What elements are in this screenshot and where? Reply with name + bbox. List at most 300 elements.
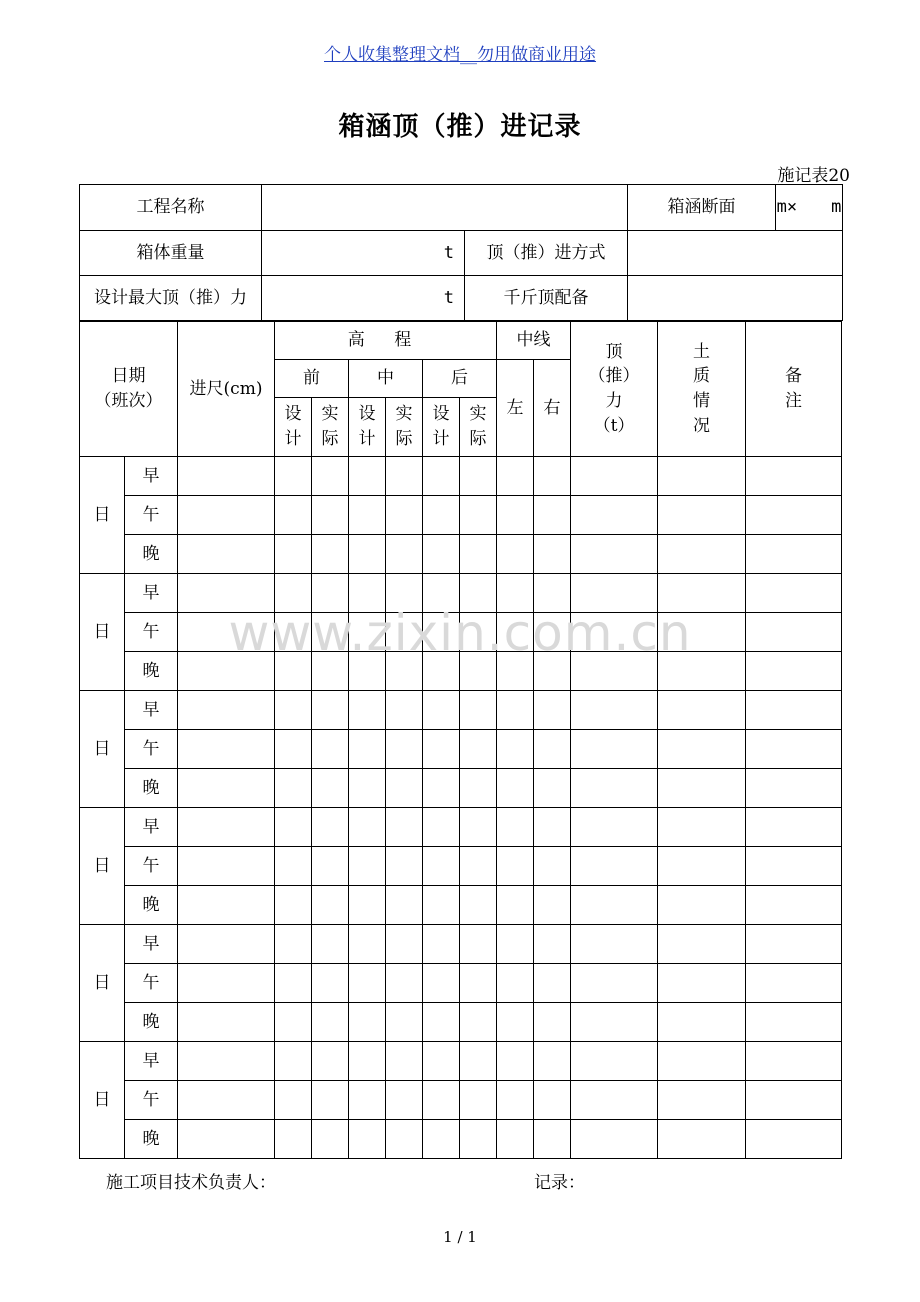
entry-cell[interactable] <box>312 652 349 691</box>
entry-cell[interactable] <box>312 1003 349 1042</box>
entry-cell[interactable] <box>178 496 275 535</box>
elevation-header: 高 程 <box>275 322 497 360</box>
entry-cell[interactable] <box>534 613 571 652</box>
entry-cell[interactable] <box>497 808 534 847</box>
entry-cell[interactable] <box>746 730 842 769</box>
entry-cell[interactable] <box>275 964 312 1003</box>
entry-cell[interactable] <box>658 925 746 964</box>
entry-cell[interactable] <box>658 613 746 652</box>
shift-cell: 午 <box>125 847 178 886</box>
entry-cell[interactable] <box>349 691 386 730</box>
entry-cell[interactable] <box>571 730 658 769</box>
entry-cell[interactable] <box>178 925 275 964</box>
entry-cell[interactable] <box>460 535 497 574</box>
entry-cell[interactable] <box>386 925 423 964</box>
entry-cell[interactable] <box>460 1003 497 1042</box>
document-title: 箱涵顶（推）进记录 <box>338 112 582 142</box>
shift-cell: 早 <box>125 808 178 847</box>
shift-cell: 午 <box>125 496 178 535</box>
entry-cell[interactable] <box>386 613 423 652</box>
shift-cell: 早 <box>125 925 178 964</box>
entry-cell[interactable] <box>534 496 571 535</box>
entry-cell[interactable] <box>460 691 497 730</box>
entry-cell[interactable] <box>423 613 460 652</box>
section-label: 箱涵断面 <box>628 185 776 230</box>
entry-cell[interactable] <box>178 574 275 613</box>
entry-cell[interactable] <box>178 613 275 652</box>
table-row <box>80 808 842 847</box>
entry-cell[interactable] <box>178 652 275 691</box>
entry-cell[interactable] <box>386 1120 423 1159</box>
remarks-header-label: 备注 <box>785 366 802 411</box>
soil-header-label: 土质情况 <box>693 341 710 436</box>
middle-header: 中 <box>349 360 423 398</box>
entry-cell[interactable] <box>746 535 842 574</box>
weight-field[interactable]: t <box>262 231 465 276</box>
entry-cell[interactable] <box>460 1042 497 1081</box>
entry-cell[interactable] <box>275 1120 312 1159</box>
date-header <box>80 322 178 457</box>
entry-cell[interactable] <box>658 1120 746 1159</box>
entry-cell[interactable] <box>423 691 460 730</box>
entry-cell[interactable] <box>386 1003 423 1042</box>
force-header-line-1: 顶 <box>605 341 623 362</box>
entry-cell[interactable] <box>571 1003 658 1042</box>
day-cell: 日 <box>80 808 125 925</box>
entry-cell[interactable] <box>275 691 312 730</box>
entry-cell[interactable] <box>386 769 423 808</box>
table-row <box>80 1042 842 1081</box>
entry-cell[interactable] <box>460 574 497 613</box>
shift-cell: 午 <box>125 730 178 769</box>
entry-cell[interactable] <box>312 535 349 574</box>
entry-cell[interactable] <box>423 808 460 847</box>
entry-cell[interactable] <box>497 925 534 964</box>
entry-cell[interactable] <box>746 964 842 1003</box>
entry-cell[interactable] <box>746 1081 842 1120</box>
entry-cell[interactable] <box>497 613 534 652</box>
entry-cell[interactable] <box>349 496 386 535</box>
table-row <box>80 535 842 574</box>
entry-cell[interactable] <box>658 1003 746 1042</box>
entry-cell[interactable] <box>658 847 746 886</box>
shift-cell: 晚 <box>125 1003 178 1042</box>
entry-cell[interactable] <box>571 613 658 652</box>
entry-cell[interactable] <box>746 613 842 652</box>
entry-cell[interactable] <box>534 847 571 886</box>
entry-cell[interactable] <box>571 886 658 925</box>
weight-label: 箱体重量 <box>80 231 262 276</box>
entry-cell[interactable] <box>423 457 460 496</box>
entry-cell[interactable] <box>497 535 534 574</box>
entry-cell[interactable] <box>571 574 658 613</box>
advance-header: 进尺(cm) <box>178 322 275 457</box>
shift-cell: 晚 <box>125 886 178 925</box>
middle-design-label: 设计 <box>358 404 376 449</box>
entry-cell[interactable] <box>746 457 842 496</box>
entry-cell[interactable] <box>460 496 497 535</box>
shift-cell: 早 <box>125 457 178 496</box>
entry-cell[interactable] <box>312 925 349 964</box>
entry-cell[interactable] <box>386 886 423 925</box>
entry-cell[interactable] <box>746 886 842 925</box>
entry-cell[interactable] <box>497 1042 534 1081</box>
entry-cell[interactable] <box>349 1042 386 1081</box>
entry-cell[interactable] <box>312 613 349 652</box>
entry-cell[interactable] <box>312 886 349 925</box>
entry-cell[interactable] <box>746 496 842 535</box>
table-row <box>80 574 842 613</box>
entry-cell[interactable] <box>275 652 312 691</box>
entry-cell[interactable] <box>386 847 423 886</box>
entry-cell[interactable] <box>497 1081 534 1120</box>
entry-cell[interactable] <box>658 574 746 613</box>
entry-cell[interactable] <box>386 730 423 769</box>
entry-cell[interactable] <box>497 964 534 1003</box>
entry-cell[interactable] <box>497 652 534 691</box>
shift-cell: 晚 <box>125 535 178 574</box>
entry-cell[interactable] <box>312 691 349 730</box>
entry-cell[interactable] <box>497 574 534 613</box>
entry-cell[interactable] <box>460 613 497 652</box>
force-header-line-3: 力 <box>605 391 623 411</box>
entry-cell[interactable] <box>275 496 312 535</box>
entry-cell[interactable] <box>534 730 571 769</box>
table-row <box>80 925 842 964</box>
shift-cell: 午 <box>125 613 178 652</box>
entry-cell[interactable] <box>658 1081 746 1120</box>
entry-cell[interactable] <box>386 457 423 496</box>
entry-cell[interactable] <box>423 496 460 535</box>
right-header: 右 <box>534 360 571 457</box>
entry-cell[interactable] <box>534 925 571 964</box>
entry-cell[interactable] <box>386 1042 423 1081</box>
entry-cell[interactable] <box>746 1120 842 1159</box>
entry-cell[interactable] <box>534 691 571 730</box>
day-cell: 日 <box>80 1042 125 1159</box>
entry-cell[interactable] <box>460 769 497 808</box>
entry-cell[interactable] <box>460 457 497 496</box>
entry-cell[interactable] <box>746 925 842 964</box>
entry-cell[interactable] <box>178 1081 275 1120</box>
front-actual-header <box>312 398 349 457</box>
shift-cell: 早 <box>125 574 178 613</box>
entry-cell[interactable] <box>423 535 460 574</box>
entry-cell[interactable] <box>658 964 746 1003</box>
entry-cell[interactable] <box>746 808 842 847</box>
entry-cell[interactable] <box>460 1120 497 1159</box>
max-force-label: 设计最大顶（推）力 <box>80 276 262 321</box>
entry-cell[interactable] <box>746 769 842 808</box>
entry-cell[interactable] <box>534 886 571 925</box>
entry-cell[interactable] <box>178 457 275 496</box>
entry-cell[interactable] <box>460 652 497 691</box>
rear-design-header <box>423 398 460 457</box>
centerline-header: 中线 <box>497 322 571 360</box>
entry-cell[interactable] <box>178 1120 275 1159</box>
entry-cell[interactable] <box>460 886 497 925</box>
entry-cell[interactable] <box>534 535 571 574</box>
rear-header: 后 <box>423 360 497 398</box>
rear-actual-header <box>460 398 497 457</box>
jack-field[interactable] <box>628 276 843 321</box>
entry-cell[interactable] <box>178 964 275 1003</box>
entry-cell[interactable] <box>534 574 571 613</box>
entry-cell[interactable] <box>423 964 460 1003</box>
info-row-3 <box>80 276 843 321</box>
entry-cell[interactable] <box>571 769 658 808</box>
entry-cell[interactable] <box>460 730 497 769</box>
entry-cell[interactable] <box>423 1042 460 1081</box>
entry-cell[interactable] <box>349 769 386 808</box>
entry-cell[interactable] <box>571 1042 658 1081</box>
entry-cell[interactable] <box>658 808 746 847</box>
entry-cell[interactable] <box>178 1003 275 1042</box>
entry-cell[interactable] <box>658 691 746 730</box>
entry-cell[interactable] <box>746 1042 842 1081</box>
entry-cell[interactable] <box>275 808 312 847</box>
table-row <box>80 652 842 691</box>
section-value-field[interactable]: m× m <box>776 197 842 218</box>
day-cell: 日 <box>80 925 125 1042</box>
entry-cell[interactable] <box>746 652 842 691</box>
table-row <box>80 730 842 769</box>
entry-cell[interactable] <box>349 457 386 496</box>
entry-cell[interactable] <box>275 1003 312 1042</box>
entry-cell[interactable] <box>460 1081 497 1120</box>
entry-cell[interactable] <box>423 652 460 691</box>
table-row <box>80 964 842 1003</box>
entry-cell[interactable] <box>178 691 275 730</box>
entry-cell[interactable] <box>275 613 312 652</box>
entry-cell[interactable] <box>275 574 312 613</box>
entry-cell[interactable] <box>534 1081 571 1120</box>
entry-cell[interactable] <box>423 1081 460 1120</box>
table-row <box>80 1003 842 1042</box>
project-name-field[interactable] <box>262 185 628 231</box>
entry-cell[interactable] <box>423 730 460 769</box>
remarks-header <box>746 322 842 457</box>
entry-cell[interactable] <box>497 769 534 808</box>
entry-cell[interactable] <box>178 886 275 925</box>
left-header: 左 <box>497 360 534 457</box>
entry-cell[interactable] <box>571 847 658 886</box>
entry-cell[interactable] <box>275 730 312 769</box>
entry-cell[interactable] <box>497 730 534 769</box>
front-design-label: 设计 <box>284 404 302 449</box>
entry-cell[interactable] <box>386 574 423 613</box>
watermark: www.zixin.com.cn <box>228 604 692 662</box>
entry-cell[interactable] <box>312 1042 349 1081</box>
middle-design-header <box>349 398 386 457</box>
entry-cell[interactable] <box>178 769 275 808</box>
entry-cell[interactable] <box>312 574 349 613</box>
entry-cell[interactable] <box>423 574 460 613</box>
entry-cell[interactable] <box>658 535 746 574</box>
rear-design-label: 设计 <box>432 404 450 449</box>
entry-cell[interactable] <box>386 808 423 847</box>
entry-cell[interactable] <box>571 808 658 847</box>
entry-cell[interactable] <box>423 847 460 886</box>
entry-cell[interactable] <box>534 1003 571 1042</box>
entry-cell[interactable] <box>349 847 386 886</box>
entry-cell[interactable] <box>349 1120 386 1159</box>
entry-cell[interactable] <box>386 964 423 1003</box>
rear-actual-label: 实际 <box>469 404 487 449</box>
entry-cell[interactable] <box>386 691 423 730</box>
entry-cell[interactable] <box>534 652 571 691</box>
entry-cell[interactable] <box>460 847 497 886</box>
day-cell: 日 <box>80 457 125 574</box>
entry-cell[interactable] <box>571 652 658 691</box>
shift-cell: 午 <box>125 964 178 1003</box>
entry-cell[interactable] <box>497 847 534 886</box>
entry-cell[interactable] <box>275 1081 312 1120</box>
entry-cell[interactable] <box>178 847 275 886</box>
shift-cell: 晚 <box>125 769 178 808</box>
section-label-cell <box>628 185 843 231</box>
entry-cell[interactable] <box>349 925 386 964</box>
entry-cell[interactable] <box>571 1120 658 1159</box>
day-rows <box>80 457 842 1159</box>
entry-cell[interactable] <box>746 574 842 613</box>
entry-cell[interactable] <box>349 1081 386 1120</box>
entry-cell[interactable] <box>312 496 349 535</box>
entry-cell[interactable] <box>349 1003 386 1042</box>
entry-cell[interactable] <box>534 1042 571 1081</box>
entry-cell[interactable] <box>571 691 658 730</box>
entry-cell[interactable] <box>658 652 746 691</box>
entry-cell[interactable] <box>571 925 658 964</box>
entry-cell[interactable] <box>349 730 386 769</box>
entry-cell[interactable] <box>349 652 386 691</box>
front-actual-label: 实际 <box>321 404 339 449</box>
entry-cell[interactable] <box>571 496 658 535</box>
shift-cell: 晚 <box>125 652 178 691</box>
entry-cell[interactable] <box>275 769 312 808</box>
table-row <box>80 1120 842 1159</box>
front-design-header <box>275 398 312 457</box>
info-row-2 <box>80 231 843 276</box>
entry-cell[interactable] <box>460 964 497 1003</box>
entry-cell[interactable] <box>534 457 571 496</box>
table-row <box>80 847 842 886</box>
entry-cell[interactable] <box>571 457 658 496</box>
entry-cell[interactable] <box>497 1003 534 1042</box>
table-row <box>80 457 842 496</box>
entry-cell[interactable] <box>571 1081 658 1120</box>
entry-cell[interactable] <box>349 886 386 925</box>
entry-cell[interactable] <box>312 808 349 847</box>
entry-cell[interactable] <box>312 457 349 496</box>
page-number: 1 / 1 <box>443 1228 477 1246</box>
entry-cell[interactable] <box>658 1042 746 1081</box>
entry-cell[interactable] <box>275 457 312 496</box>
entry-cell[interactable] <box>349 574 386 613</box>
max-force-field[interactable]: t <box>262 276 465 321</box>
entry-cell[interactable] <box>497 496 534 535</box>
table-row <box>80 613 842 652</box>
entry-cell[interactable] <box>571 535 658 574</box>
entry-cell[interactable] <box>423 925 460 964</box>
table-row <box>80 691 842 730</box>
entry-cell[interactable] <box>349 964 386 1003</box>
entry-cell[interactable] <box>275 535 312 574</box>
entry-cell[interactable] <box>658 769 746 808</box>
entry-cell[interactable] <box>497 886 534 925</box>
entry-cell[interactable] <box>386 535 423 574</box>
entry-cell[interactable] <box>571 964 658 1003</box>
table-row <box>80 496 842 535</box>
info-table <box>79 184 843 321</box>
entry-cell[interactable] <box>534 964 571 1003</box>
entry-cell[interactable] <box>349 613 386 652</box>
entry-cell[interactable] <box>746 1003 842 1042</box>
entry-cell[interactable] <box>386 1081 423 1120</box>
recorder-label: 记录： <box>534 1173 585 1193</box>
entry-cell[interactable] <box>534 808 571 847</box>
entry-cell[interactable] <box>275 1042 312 1081</box>
entry-cell[interactable] <box>312 964 349 1003</box>
day-cell: 日 <box>80 691 125 808</box>
entry-cell[interactable] <box>460 925 497 964</box>
entry-cell[interactable] <box>460 808 497 847</box>
entry-cell[interactable] <box>275 925 312 964</box>
entry-cell[interactable] <box>497 691 534 730</box>
entry-cell[interactable] <box>312 1120 349 1159</box>
entry-cell[interactable] <box>312 1081 349 1120</box>
entry-cell[interactable] <box>746 847 842 886</box>
entry-cell[interactable] <box>312 769 349 808</box>
entry-cell[interactable] <box>386 496 423 535</box>
entry-cell[interactable] <box>178 1042 275 1081</box>
entry-cell[interactable] <box>349 808 386 847</box>
entry-cell[interactable] <box>423 1003 460 1042</box>
entry-cell[interactable] <box>275 886 312 925</box>
form-number: 施记表20 <box>777 166 850 186</box>
entry-cell[interactable] <box>423 1120 460 1159</box>
entry-cell[interactable] <box>658 457 746 496</box>
entry-cell[interactable] <box>746 691 842 730</box>
entry-cell[interactable] <box>312 847 349 886</box>
entry-cell[interactable] <box>178 730 275 769</box>
day-cell: 日 <box>80 574 125 691</box>
entry-cell[interactable] <box>658 496 746 535</box>
entry-cell[interactable] <box>497 1120 534 1159</box>
entry-cell[interactable] <box>178 535 275 574</box>
force-header-line-4: （t） <box>593 415 635 436</box>
entry-cell[interactable] <box>658 730 746 769</box>
entry-cell[interactable] <box>349 535 386 574</box>
entry-cell[interactable] <box>423 886 460 925</box>
entry-cell[interactable] <box>658 886 746 925</box>
method-field[interactable] <box>628 231 843 276</box>
entry-cell[interactable] <box>386 652 423 691</box>
entry-cell[interactable] <box>497 457 534 496</box>
date-header-label: 日期 <box>111 366 146 387</box>
entry-cell[interactable] <box>312 730 349 769</box>
entry-cell[interactable] <box>423 769 460 808</box>
entry-cell[interactable] <box>534 769 571 808</box>
table-row <box>80 769 842 808</box>
entry-cell[interactable] <box>534 1120 571 1159</box>
force-header <box>571 322 658 457</box>
entry-cell[interactable] <box>178 808 275 847</box>
record-table <box>79 321 842 1159</box>
soil-header <box>658 322 746 457</box>
middle-actual-label: 实际 <box>395 404 413 449</box>
entry-cell[interactable] <box>275 847 312 886</box>
